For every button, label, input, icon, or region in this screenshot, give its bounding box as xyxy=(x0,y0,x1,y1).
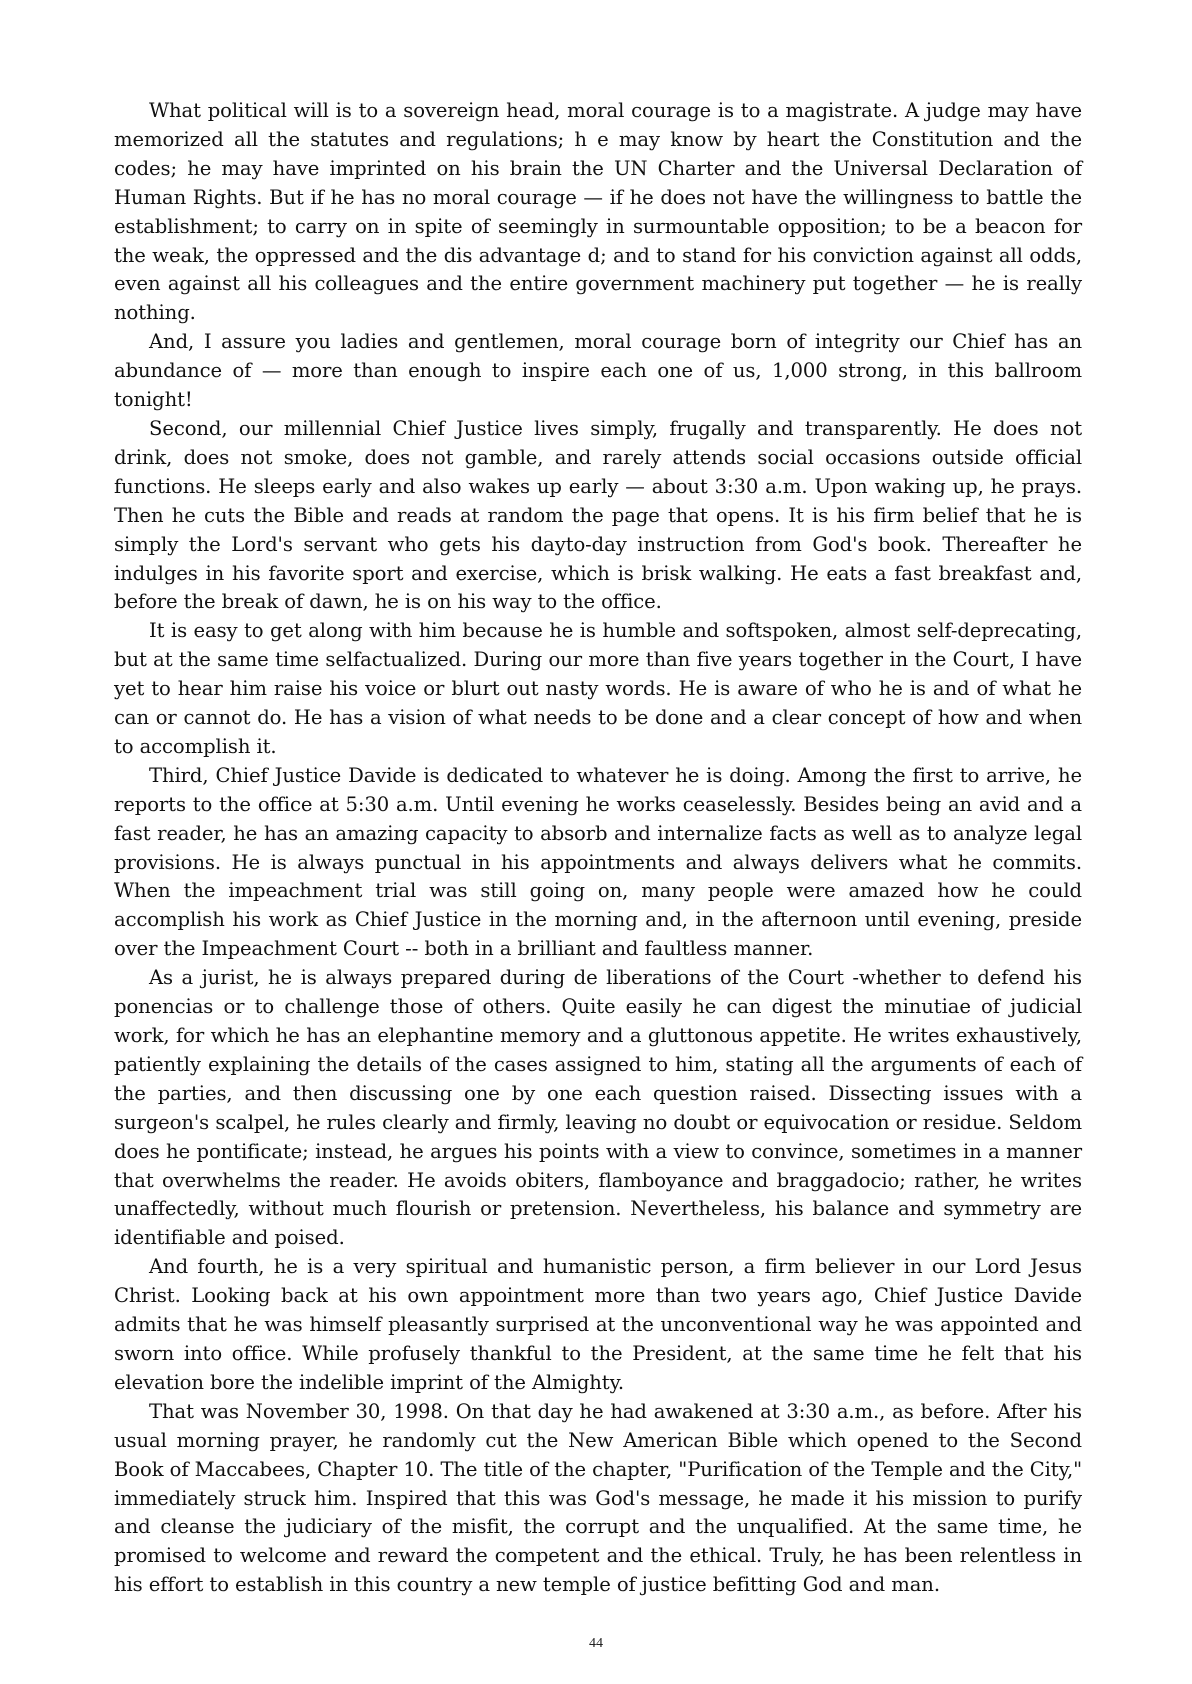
paragraph-simple-living: Second, our millennial Chief Justice lives simply, frugally and transparently. He does not drink, does not smoke, does not gamble, and rarely attends social occasions outside official functions. He sleeps early and also wakes up early — about 3:30 a.m. Upon waking up, he prays. Then he cuts the Bible and reads at random the page that opens. It is his firm belief that he is simply the Lord's servant who gets his dayto-day instruction from God's book. Thereafter he indulges in his favorite sport and exercise, which is brisk walking. He eats a fast breakfast and, before the break of dawn, he is on his way to the office. xyxy=(114,416,1082,614)
paragraph-appointment-day: That was November 30, 1998. On that day he had awakened at 3:30 a.m., as before. After his usual morning prayer, he randomly cut the New American Bible which opened to the Second Book of Maccabees, Chapter 10. The title of the chapter, "Purification of the Temple and the City," immediately struck him. Inspired that this was God's message, he made it his mission to purify and cleanse the judiciary of the misfit, the corrupt and the unqualified. At the same time, he promised to welcome and reward the competent and the ethical. Truly, he has been relentless in his effort to establish in this country a new temple of justice befitting God and man. xyxy=(114,1399,1082,1597)
paragraph-humble: It is easy to get along with him because he is humble and softspoken, almost self-deprecating, but at the same time selfactualized. During our more than five years together in the Court, I have yet to hear him raise his voice or blurt out nasty words. He is aware of who he is and of what he can or cannot do. He has a vision of what needs to be done and a clear concept of how and when to accomplish it. xyxy=(114,619,1082,758)
body-text xyxy=(114,97,1082,1600)
paragraph-spiritual: And fourth, he is a very spiritual and humanistic person, a firm believer in our Lord Jesus Christ. Looking back at his own appointment more than two years ago, Chief Justice Davide admits that he was himself pleasantly surprised at the unconventional way he was appointed and sworn into office. While profusely thankful to the President, at the same time he felt that his elevation bore the indelible imprint of the Almighty. xyxy=(114,1255,1082,1394)
page-number: 44 xyxy=(589,1636,603,1651)
paragraph-moral-courage: And, I assure you ladies and gentlemen, moral courage born of integrity our Chief has an abundance of — more than enough to inspire each one of us, 1,000 strong, in this ballroom tonight! xyxy=(114,330,1082,412)
paragraph-political-will: What political will is to a sovereign head, moral courage is to a magistrate. A judge may have memorized all the statutes and regulations; h e may know by heart the Constitution and the codes; he may have imprinted on his brain the UN Charter and the Universal Declaration of Human Rights. But if he has no moral courage — if he does not have the willingness to battle the establishment; to carry on in spite of seemingly in surmountable opposition; to be a beacon for the weak, the oppressed and the dis advantage d; and to stand for his conviction against all odds, even against all his colleagues and the entire government machinery put together — he is really nothing. xyxy=(114,99,1082,325)
paragraph-jurist: As a jurist, he is always prepared during de liberations of the Court -whether to defend his ponencias or to challenge those of others. Quite easily he can digest the minutiae of judicial work, for which he has an elephantine memory and a gluttonous appetite. He writes exhaustively, patiently explaining the details of the cases assigned to him, stating all the arguments of each of the parties, and then discussing one by one each question raised. Dissecting issues with a surgeon's scalpel, he rules clearly and firmly, leaving no doubt or equivocation or residue. Seldom does he pontificate; instead, he argues his points with a view to convince, sometimes in a manner that overwhelms the reader. He avoids obiters, flamboyance and braggadocio; rather, he writes unaffectedly, without much flourish or pretension. Nevertheless, his balance and symmetry are identifiable and poised. xyxy=(114,966,1082,1250)
paragraph-dedication: Third, Chief Justice Davide is dedicated to whatever he is doing. Among the first to arrive, he reports to the office at 5:30 a.m. Until evening he works ceaselessly. Besides being an avid and a fast reader, he has an amazing capacity to absorb and internalize facts as well as to analyze legal provisions. He is always punctual in his appointments and always delivers what he commits. When the impeachment trial was still going on, many people were amazed how he could accomplish his work as Chief Justice in the morning and, in the afternoon until evening, preside over the Impeachment Court -- both in a brilliant and faultless manner. xyxy=(114,763,1082,961)
